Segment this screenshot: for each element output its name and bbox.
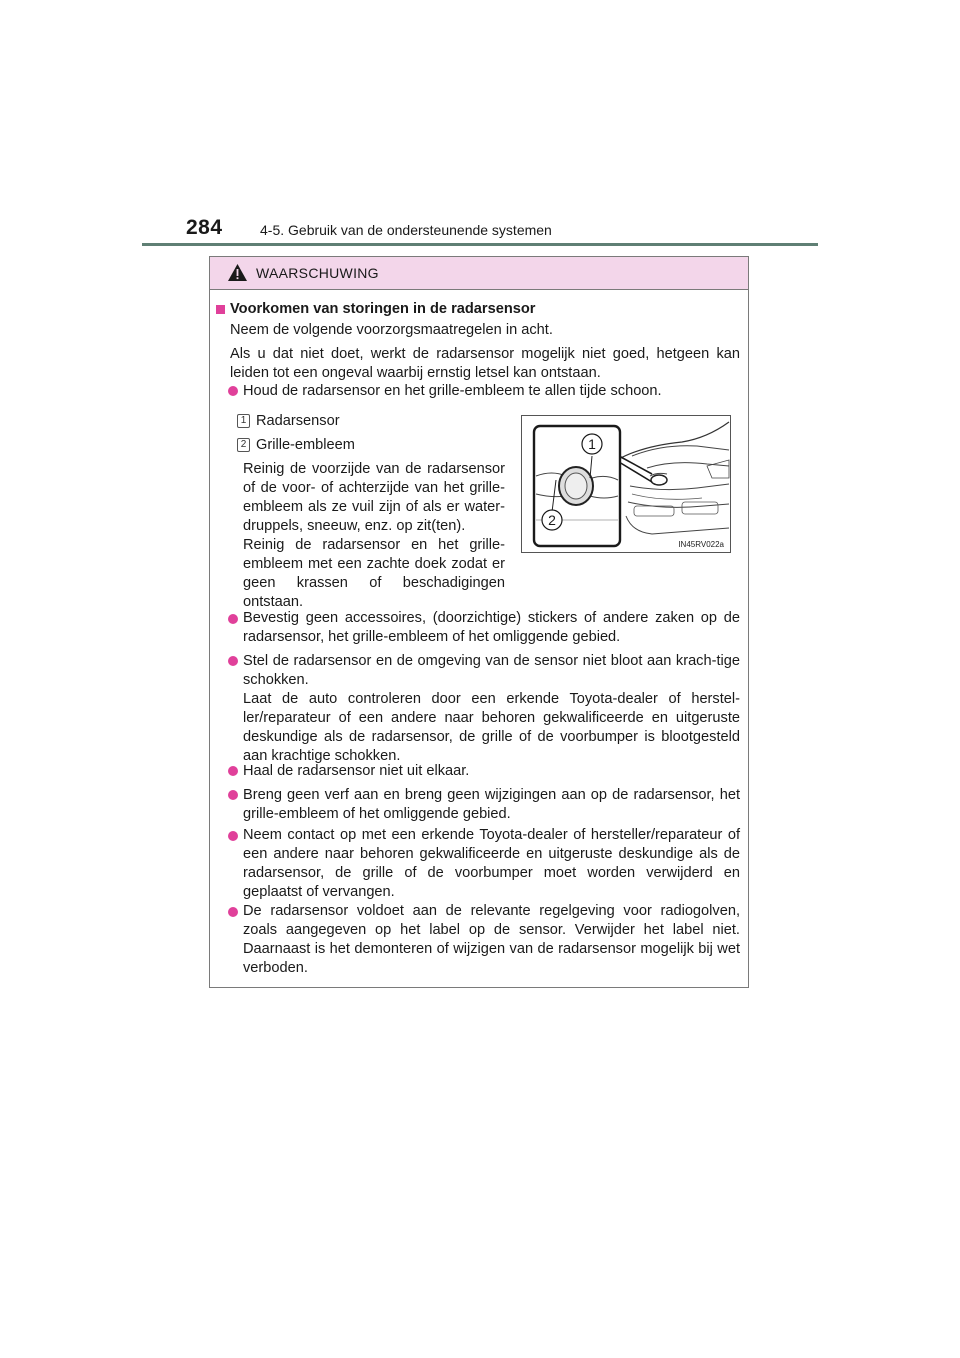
- bullet-text-6: Neem contact op met een erkende Toyota-dealer of hersteller/reparateur of een andere naar behoren gekwalificeerde en uitgeruste deskundige als de radarsensor, de grille of de voorbumper moet worden verwijderd en geplaatst of vervangen.: [243, 827, 740, 900]
- image-code: IN45RV022a: [678, 540, 724, 549]
- bullet-text-1: Houd de radarsensor en het grille-embleem te allen tijde schoon.: [243, 383, 662, 399]
- intro-text-1: Neem de volgende voorzorgsmaatregelen in acht.: [230, 322, 553, 338]
- number-1-icon: 1: [237, 414, 250, 428]
- number-2-icon: 2: [237, 438, 250, 452]
- section-title: 4-5. Gebruik van de ondersteunende systemen: [260, 222, 552, 238]
- car-front-drawing: [522, 416, 730, 552]
- callout-number-1: 1: [588, 436, 596, 452]
- bullet-dot-icon: [228, 386, 238, 396]
- bullet-dot-icon: [228, 831, 238, 841]
- callout-number-2: 2: [548, 512, 556, 528]
- header-rule: [142, 243, 818, 246]
- warning-triangle-icon: [227, 263, 248, 282]
- bullet-text-7: De radarsensor voldoet aan de relevante regelgeving voor radiogolven, zoals aangegeven op het label op de sensor. Verwijder het label niet. Daarnaast is het demonteren of wijzigen van de radarsensor mogelijk bij wet verboden.: [243, 903, 740, 976]
- bullet-dot-icon: [228, 766, 238, 776]
- heading-square-icon: [216, 305, 225, 314]
- intro-text-2: Als u dat niet doet, werkt de radarsensor mogelijk niet goed, hetgeen kan leiden tot een ongeval waarbij ernstig letsel kan ontstaan.: [230, 346, 740, 381]
- bullet-dot-icon: [228, 907, 238, 917]
- warning-heading: Voorkomen van storingen in de radarsensor: [230, 301, 536, 317]
- bullet-text-3a: Stel de radarsensor en de omgeving van de sensor niet bloot aan krach-tige schokken.: [243, 653, 740, 688]
- bullet-dot-icon: [228, 790, 238, 800]
- item-label-grille-embleem: Grille-embleem: [256, 437, 355, 453]
- item-label-radarsensor: Radarsensor: [256, 413, 340, 429]
- clean-text-2: Reinig de radarsensor en het grille-embleem met een zachte doek zodat er geen krassen of beschadigingen ontstaan.: [243, 537, 505, 610]
- bullet-text-4: Haal de radarsensor niet uit elkaar.: [243, 763, 470, 779]
- bullet-dot-icon: [228, 614, 238, 624]
- page-number: 284: [186, 216, 223, 239]
- clean-text-1: Reinig de voorzijde van de radarsensor of de voor- of achterzijde van het grille-embleem als ze vuil zijn of als er water-druppels, sneeuw, enz. op zit(ten).: [243, 461, 505, 534]
- bullet-text-5: Breng geen verf aan en breng geen wijzigingen aan op de radarsensor, het grille-embleem of het omliggende gebied.: [243, 787, 740, 822]
- radar-sensor-illustration: [521, 415, 731, 553]
- bullet-text-3b: Laat de auto controleren door een erkende Toyota-dealer of herstel-ler/reparateur of een andere naar behoren gekwalificeerde en uitgeruste deskundige als de radarsensor, de grille of de voorbumper is blootgesteld aan krachtige schokken.: [243, 691, 740, 764]
- bullet-text-2: Bevestig geen accessoires, (doorzichtige) stickers of andere zaken op de radarsensor, het grille-embleem of het omliggende gebied.: [243, 610, 740, 645]
- bullet-dot-icon: [228, 656, 238, 666]
- warning-header: [210, 257, 748, 290]
- warning-label: WAARSCHUWING: [256, 265, 379, 281]
